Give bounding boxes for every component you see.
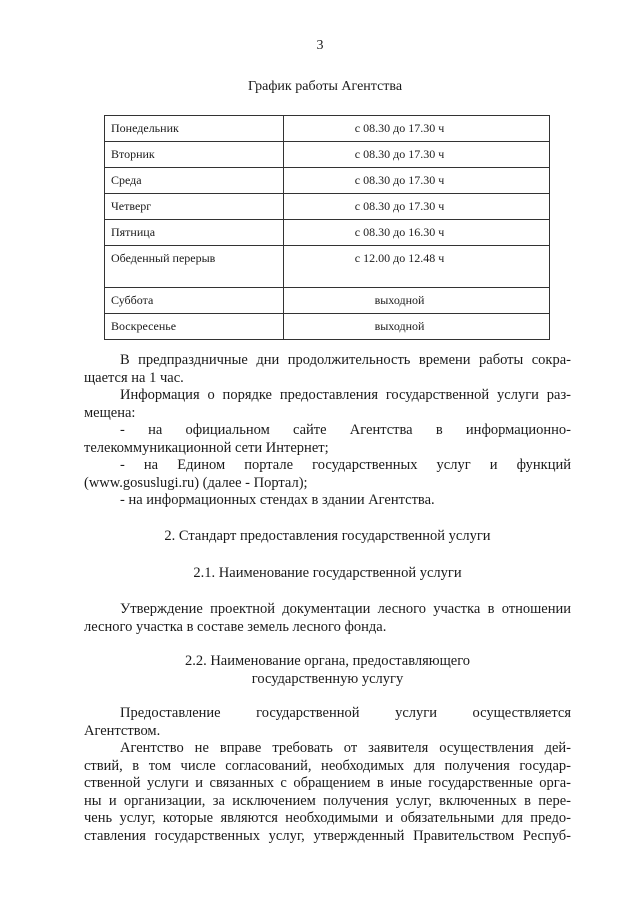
subsection-2-1-body — [84, 601, 571, 636]
holiday-line-2: щается на 1 час. — [84, 369, 184, 386]
subsection-2-2-p1-line-2: Агентством. — [84, 722, 161, 739]
subsection-2-2-p2-line: ствий, в том числе согласований, необходимых для получения государ- — [84, 757, 571, 774]
schedule-row — [105, 142, 550, 168]
schedule-hours: выходной — [284, 314, 550, 340]
list-item-portal-line-1: - на Едином портале государственных услуг и функций — [120, 457, 571, 473]
schedule-row — [105, 220, 550, 246]
holiday-line-1: В предпраздничные дни продолжительность времени работы сокра- — [120, 352, 571, 368]
schedule-day: Четверг — [105, 194, 284, 220]
list-item-stands: - на информационных стендах в здании Агентства. — [120, 492, 435, 508]
schedule-day: Воскресенье — [105, 314, 284, 340]
schedule-hours: с 08.30 до 17.30 ч — [284, 194, 550, 220]
subsection-2-2-p1-line-1: Предоставление государственной услуги осуществляется — [120, 705, 571, 721]
schedule-table — [104, 115, 550, 340]
section-2-heading: 2. Стандарт предоставления государственной услуги — [164, 528, 491, 544]
schedule-hours: с 12.00 до 12.48 ч — [284, 246, 550, 288]
schedule-row — [105, 194, 550, 220]
schedule-row — [105, 168, 550, 194]
info-line-1: Информация о порядке предоставления государственной услуги раз- — [120, 387, 571, 403]
schedule-row — [105, 246, 550, 288]
schedule-hours: с 08.30 до 17.30 ч — [284, 142, 550, 168]
subsection-2-2-p2-line: ны и организации, за исключением получения услуг, включенных в пере- — [84, 792, 571, 809]
subsection-2-2-p2-line: Агентство не вправе требовать от заявителя осуществления дей- — [120, 740, 571, 756]
list-item-official-site-line-1: - на официальном сайте Агентства в информационно- — [120, 422, 571, 438]
schedule-hours: с 08.30 до 17.30 ч — [284, 168, 550, 194]
subsection-2-2-heading-line-2: государственную услугу — [251, 670, 404, 687]
schedule-row — [105, 314, 550, 340]
subsection-2-2-p2-line: чень услуг, которые являются необходимыми и обязательными для предо- — [84, 810, 571, 826]
subsection-2-2-p2-line: ственной услуги и связанных с обращением в иные государственные орга- — [84, 775, 571, 791]
subsection-2-1-line-1: Утверждение проектной документации лесного участка в отношении — [120, 601, 571, 617]
schedule-hours: с 08.30 до 16.30 ч — [284, 220, 550, 246]
subsection-2-1-heading: 2.1. Наименование государственной услуги — [193, 565, 462, 581]
subsection-2-1-line-2: лесного участка в составе земель лесного фонда. — [84, 618, 387, 635]
page-number: 3 — [316, 38, 324, 53]
schedule-day: Вторник — [105, 142, 284, 168]
schedule-day: Пятница — [105, 220, 284, 246]
info-block — [84, 352, 571, 510]
subsection-2-2-heading-line-1: 2.2. Наименование органа, предоставляющего — [184, 653, 471, 669]
schedule-day: Суббота — [105, 288, 284, 314]
schedule-hours: с 08.30 до 17.30 ч — [284, 116, 550, 142]
subsection-2-2-heading — [84, 653, 571, 688]
schedule-title: График работы Агентства — [247, 79, 403, 94]
schedule-row — [105, 288, 550, 314]
schedule-day: Обеденный перерыв — [105, 246, 284, 288]
schedule-day: Среда — [105, 168, 284, 194]
schedule-hours: выходной — [284, 288, 550, 314]
info-line-2: мещена: — [84, 404, 136, 421]
list-item-official-site-line-2: телекоммуникационной сети Интернет; — [84, 439, 329, 456]
subsection-2-2-p2-line: ставления государственных услуг, утвержденный Правительством Респуб- — [84, 827, 571, 844]
list-item-portal-line-2: (www.gosuslugi.ru) (далее - Портал); — [84, 474, 308, 491]
subsection-2-2-body — [84, 705, 571, 845]
schedule-row — [105, 116, 550, 142]
schedule-day: Понедельник — [105, 116, 284, 142]
